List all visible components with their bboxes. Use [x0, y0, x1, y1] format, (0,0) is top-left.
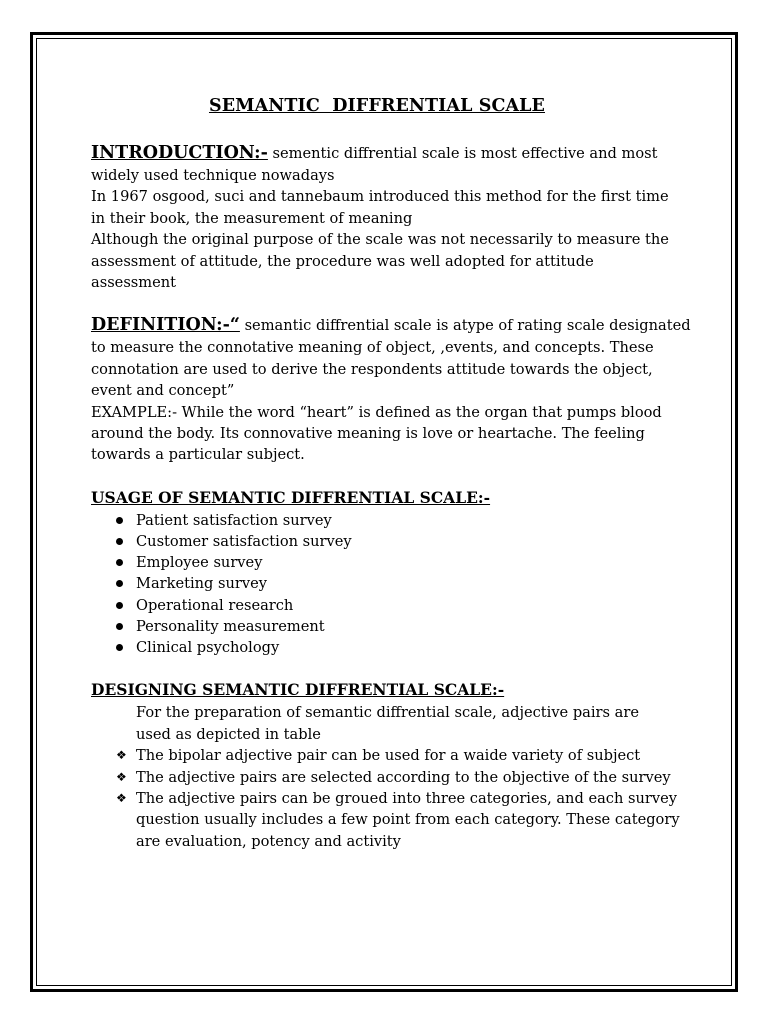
usage-item — [91, 595, 691, 616]
usage-heading: USAGE OF SEMANTIC DIFFRENTIAL SCALE:- — [91, 487, 491, 507]
example-line-3: towards a particular subject. — [91, 446, 305, 464]
bullet-icon — [116, 517, 123, 524]
definition-line-4: event and concept” — [91, 382, 235, 400]
bullet-icon — [116, 623, 123, 630]
usage-item-text: Personality measurement — [136, 617, 325, 635]
designing-intro-line-2: used as depicted in table — [136, 725, 321, 743]
intro-line-6: assessment of attitude, the procedure was well adopted for attitude — [91, 252, 594, 270]
intro-line-7: assessment — [91, 274, 177, 292]
document-body — [91, 94, 691, 873]
designing-section — [91, 679, 691, 852]
usage-item-text: Employee survey — [136, 554, 263, 572]
document-title-text: SEMANTIC DIFFRENTIAL SCALE — [208, 96, 545, 116]
example-line-2: around the body. Its connovative meaning is love or heartache. The feeling — [91, 425, 645, 443]
bullet-icon — [116, 644, 123, 651]
designing-intro-line-1: For the preparation of semantic diffrential scale, adjective pairs are — [136, 704, 639, 722]
introduction-heading: INTRODUCTION:- — [91, 143, 268, 163]
diamond-bullet-icon: ❖ — [116, 769, 127, 784]
designing-item — [91, 767, 691, 788]
definition-heading: DEFINITION:-“ — [91, 315, 240, 336]
document-title — [77, 94, 677, 118]
usage-heading-line — [91, 487, 691, 510]
designing-item-text: The bipolar adjective pair can be used for a waide variety of subject — [136, 747, 641, 765]
usage-item-text: Patient satisfaction survey — [136, 511, 332, 529]
usage-item-text: Operational research — [136, 596, 294, 614]
intro-line-2: widely used technique nowadays — [91, 167, 335, 184]
usage-item — [91, 510, 691, 531]
introduction-section — [91, 142, 691, 293]
usage-list — [91, 510, 691, 658]
designing-item-text: The adjective pairs can be groued into three categories, and each survey question usually includes a few point from each category. These category are evaluation, potency and activity — [136, 789, 680, 850]
definition-text: semantic diffrential scale is atype of rating scale designated — [244, 317, 691, 335]
usage-item-text: Customer satisfaction survey — [136, 533, 352, 551]
definition-line-3: connotation are used to derive the respondents attitude towards the object, — [91, 360, 653, 378]
designing-item — [91, 745, 691, 766]
bullet-icon — [116, 580, 123, 587]
usage-item — [91, 552, 691, 573]
usage-item — [91, 531, 691, 552]
example-line-1: EXAMPLE:- While the word “heart” is defined as the organ that pumps blood — [91, 403, 662, 421]
definition-line-1 — [91, 314, 691, 337]
diamond-bullet-icon: ❖ — [116, 790, 127, 805]
bullet-icon — [116, 559, 123, 566]
usage-item-text: Clinical psychology — [136, 639, 280, 657]
intro-line-4: in their book, the measurement of meaning — [91, 209, 413, 227]
diamond-bullet-icon: ❖ — [116, 748, 127, 763]
usage-item-text: Marketing survey — [136, 575, 268, 593]
usage-item — [91, 637, 691, 658]
designing-heading-line — [91, 679, 691, 702]
intro-line-3: In 1967 osgood, suci and tannebaum introduced this method for the first time — [91, 188, 669, 206]
usage-section — [91, 487, 691, 658]
bullet-icon — [116, 602, 123, 609]
intro-line-5: Although the original purpose of the scale was not necessarily to measure the — [91, 231, 669, 249]
usage-item — [91, 616, 691, 637]
intro-text: sementic diffrential scale is most effective and most — [272, 145, 658, 162]
definition-line-2: to measure the connotative meaning of object, ,events, and concepts. These — [91, 339, 654, 357]
designing-list — [91, 745, 691, 852]
usage-item — [91, 573, 691, 594]
intro-line-1 — [91, 142, 691, 165]
definition-section — [91, 314, 691, 465]
designing-item-text: The adjective pairs are selected according to the objective of the survey — [136, 768, 671, 786]
designing-heading: DESIGNING SEMANTIC DIFFRENTIAL SCALE:- — [91, 680, 505, 700]
bullet-icon — [116, 538, 123, 545]
designing-item — [91, 788, 691, 852]
